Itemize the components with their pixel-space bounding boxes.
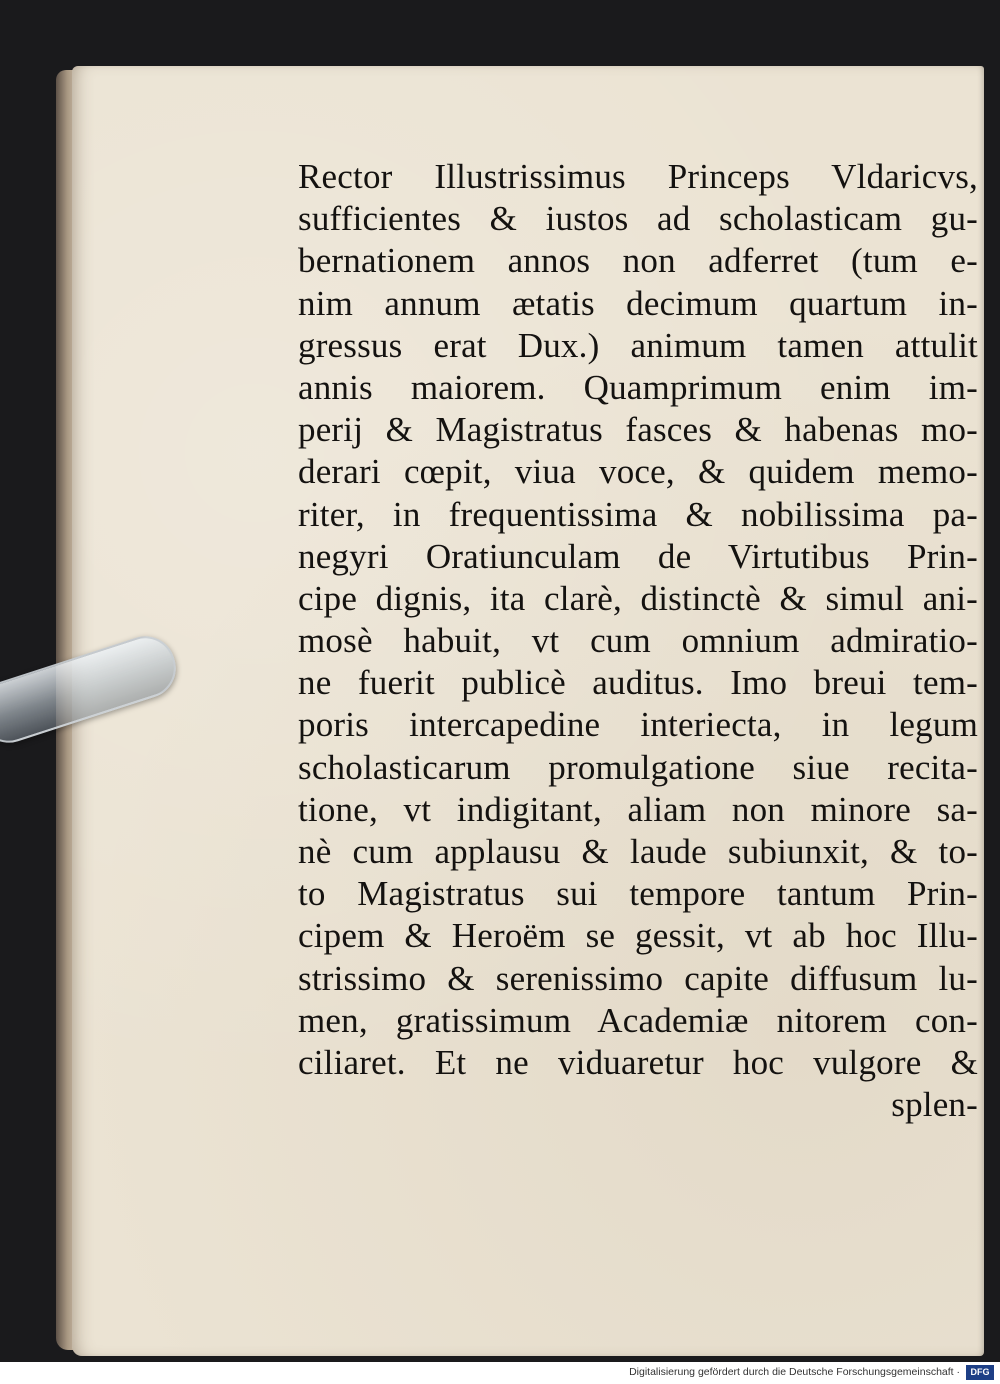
text-line: gressus erat Dux.) animum tamen attulit <box>298 325 978 365</box>
text-line: riter, in frequentissima & nobilissima pa- <box>298 494 978 534</box>
text-line: ne fuerit publicè auditus. Imo breui tem- <box>298 663 978 703</box>
page-text-block <box>298 156 978 1126</box>
text-line: bernationem annos non adferret (tum e- <box>298 241 978 281</box>
text-line: derari cœpit, viua voce, & quidem memo- <box>298 452 978 492</box>
dfg-logo-icon: DFG <box>966 1365 994 1380</box>
text-line: negyri Oratiunculam de Virtutibus Prin- <box>298 536 978 576</box>
text-line: poris intercapedine interiecta, in legum <box>298 705 978 745</box>
text-line: sufficientes & iustos ad scholasticam gu- <box>298 199 978 239</box>
footer-bar <box>0 1362 1000 1384</box>
catchword: splen- <box>891 1085 978 1125</box>
text-line: annis maiorem. Quamprimum enim im- <box>298 367 978 407</box>
text-line: nè cum applausu & laude subiunxit, & to- <box>298 832 978 871</box>
text-line: perij & Magistratus fasces & habenas mo- <box>298 410 978 450</box>
text-line: cipem & Heroëm se gessit, vt ab hoc Illu- <box>298 916 978 956</box>
text-line: to Magistratus sui tempore tantum Prin- <box>298 874 978 914</box>
text-line: tione, vt indigitant, aliam non minore sa- <box>298 789 978 829</box>
text-line: cipe dignis, ita clarè, distinctè & simul ani- <box>298 578 978 618</box>
text-line: strissimo & serenissimo capite diffusum lu- <box>298 958 978 998</box>
text-line: nim annum ætatis decimum quartum in- <box>298 283 978 323</box>
text-line: mosè habuit, vt cum omnium admiratio- <box>298 621 978 661</box>
text-line: ciliaret. Et ne viduaretur hoc vulgore & <box>298 1042 978 1082</box>
text-line: men, gratissimum Academiæ nitorem con- <box>298 1000 978 1040</box>
text-line: scholasticarum promulgatione siue recita- <box>298 747 978 787</box>
funding-credit: Digitalisierung gefördert durch die Deutsche Forschungsgemeinschaft · <box>629 1366 960 1378</box>
text-line: Rector Illustrissimus Princeps Vldaricvs, <box>298 157 978 196</box>
